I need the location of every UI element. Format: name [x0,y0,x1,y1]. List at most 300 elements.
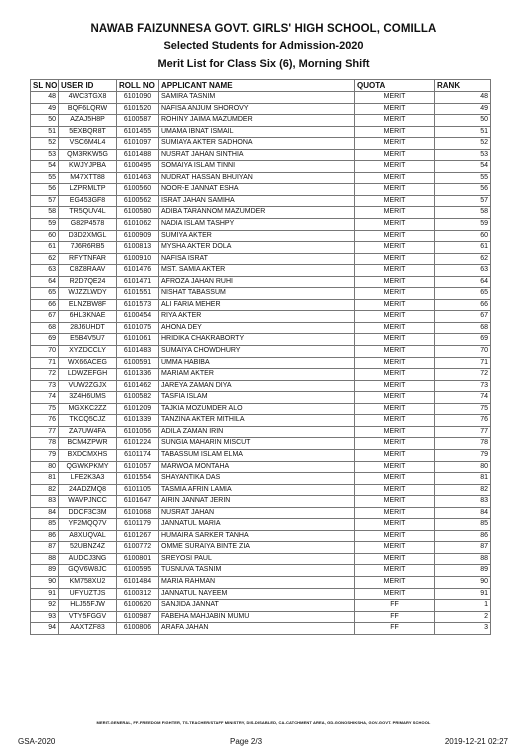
cell-name: MARWOA MONTAHA [159,461,355,473]
table-row [31,172,491,184]
cell-sl: 69 [31,334,59,346]
cell-roll: 6101075 [117,322,159,334]
cell-rank: 73 [435,380,491,392]
col-header-rank: RANK [435,80,491,92]
cell-user-id: QGWKPKMY [59,461,117,473]
cell-name: TASMIA AFRIN LAMIA [159,484,355,496]
cell-user-id: BQF6LQRW [59,103,117,115]
cell-quota: MERIT [355,149,435,161]
col-header-name: APPLICANT NAME [159,80,355,92]
cell-sl: 54 [31,161,59,173]
table-row [31,576,491,588]
table-row [31,600,491,612]
cell-sl: 56 [31,184,59,196]
cell-name: NOOR-E JANNAT ESHA [159,184,355,196]
cell-name: FABEHA MAHJABIN MUMU [159,611,355,623]
cell-sl: 93 [31,611,59,623]
cell-quota: MERIT [355,576,435,588]
cell-user-id: 3Z4H6UMS [59,392,117,404]
table-row [31,219,491,231]
cell-roll: 6101097 [117,138,159,150]
cell-sl: 66 [31,299,59,311]
cell-name: ADILA ZAMAN IRIN [159,426,355,438]
cell-roll: 6101573 [117,299,159,311]
table-row [31,542,491,554]
cell-user-id: WAVPJNCC [59,496,117,508]
cell-rank: 89 [435,565,491,577]
cell-roll: 6101179 [117,519,159,531]
cell-sl: 59 [31,219,59,231]
cell-sl: 87 [31,542,59,554]
cell-quota: MERIT [355,288,435,300]
cell-rank: 65 [435,288,491,300]
cell-name: MYSHA AKTER DOLA [159,242,355,254]
table-row [31,334,491,346]
cell-quota: MERIT [355,299,435,311]
table-row [31,253,491,265]
cell-quota: MERIT [355,357,435,369]
cell-rank: 79 [435,449,491,461]
table-row [31,265,491,277]
cell-rank: 70 [435,346,491,358]
cell-user-id: 4WC3TGX8 [59,92,117,104]
cell-sl: 90 [31,576,59,588]
cell-user-id: 52UBNZ4Z [59,542,117,554]
cell-rank: 88 [435,553,491,565]
cell-user-id: BXDCMXHS [59,449,117,461]
cell-user-id: EG453GF8 [59,195,117,207]
cell-roll: 6100910 [117,253,159,265]
cell-quota: FF [355,600,435,612]
cell-user-id: LZPRMLTP [59,184,117,196]
cell-name: SUNGIA MAHARIN MISCUT [159,438,355,450]
cell-user-id: A8XUQVAL [59,530,117,542]
cell-user-id: WX66ACEG [59,357,117,369]
cell-rank: 59 [435,219,491,231]
cell-rank: 55 [435,172,491,184]
cell-name: SHAYANTIKA DAS [159,473,355,485]
cell-name: SUMIAYA AKTER SADHONA [159,138,355,150]
cell-name: MARIAM AKTER [159,369,355,381]
cell-roll: 6101483 [117,346,159,358]
cell-sl: 75 [31,403,59,415]
cell-name: NAFISA ANJUM SHOROVY [159,103,355,115]
table-row [31,346,491,358]
cell-rank: 1 [435,600,491,612]
cell-rank: 85 [435,519,491,531]
cell-rank: 67 [435,311,491,323]
cell-quota: MERIT [355,161,435,173]
cell-quota: MERIT [355,230,435,242]
cell-quota: MERIT [355,207,435,219]
table-row [31,496,491,508]
cell-roll: 6100987 [117,611,159,623]
cell-name: JANNATUL MARIA [159,519,355,531]
cell-user-id: BCM4ZPWR [59,438,117,450]
table-row [31,230,491,242]
cell-roll: 6101062 [117,219,159,231]
cell-roll: 6100595 [117,565,159,577]
cell-sl: 68 [31,322,59,334]
cell-roll: 6100454 [117,311,159,323]
table-row [31,138,491,150]
table-row [31,126,491,138]
cell-user-id: 6HL3KNAE [59,311,117,323]
cell-roll: 6101471 [117,276,159,288]
table-row [31,588,491,600]
cell-rank: 48 [435,92,491,104]
table-row [31,403,491,415]
cell-rank: 82 [435,484,491,496]
cell-name: HRIDIKA CHAKRABORTY [159,334,355,346]
cell-user-id: WJZZLWDY [59,288,117,300]
cell-sl: 58 [31,207,59,219]
col-header-sl: SL NO [31,80,59,92]
table-row [31,311,491,323]
cell-rank: 84 [435,507,491,519]
cell-user-id: ZA7UW4FA [59,426,117,438]
cell-sl: 73 [31,380,59,392]
cell-rank: 75 [435,403,491,415]
cell-quota: MERIT [355,172,435,184]
cell-roll: 6101209 [117,403,159,415]
cell-name: AFROZA JAHAN RUHI [159,276,355,288]
cell-sl: 74 [31,392,59,404]
cell-user-id: R2D7QE24 [59,276,117,288]
cell-name: TASFIA ISLAM [159,392,355,404]
cell-name: NUSRAT JAHAN SINTHIA [159,149,355,161]
table-row [31,449,491,461]
cell-name: RIYA AKTER [159,311,355,323]
cell-roll: 6101488 [117,149,159,161]
cell-roll: 6101520 [117,103,159,115]
quota-legend: MERIT-GENERAL, FF-FREEDOM FIGHTER, TS-TEACHER/STAFF MINISTRY, DIS-DISABLED, CA-CATCHMENT AREA, GD-GONOSHIKSHA, GOV-GOVT. PRIMARY SCHOOL [96,720,431,725]
cell-name: SUMIYA AKTER [159,230,355,242]
cell-quota: MERIT [355,496,435,508]
table-row [31,299,491,311]
page-number: Page 2/3 [230,737,263,746]
cell-quota: MERIT [355,138,435,150]
cell-quota: MERIT [355,265,435,277]
cell-sl: 88 [31,553,59,565]
cell-rank: 66 [435,299,491,311]
footer-gsa: GSA-2020 [18,737,56,746]
cell-sl: 91 [31,588,59,600]
cell-sl: 78 [31,438,59,450]
cell-rank: 77 [435,426,491,438]
cell-quota: MERIT [355,92,435,104]
cell-sl: 53 [31,149,59,161]
merit-table [30,79,491,635]
cell-roll: 6100495 [117,161,159,173]
cell-roll: 6100620 [117,600,159,612]
cell-sl: 92 [31,600,59,612]
cell-user-id: ELNZBW8F [59,299,117,311]
cell-name: HUMAIRA SARKER TANHA [159,530,355,542]
cell-roll: 6101455 [117,126,159,138]
cell-user-id: YF2MQQ7V [59,519,117,531]
cell-name: SREYOSI PAUL [159,553,355,565]
table-row [31,611,491,623]
cell-sl: 48 [31,92,59,104]
cell-sl: 52 [31,138,59,150]
cell-sl: 57 [31,195,59,207]
cell-rank: 63 [435,265,491,277]
cell-roll: 6101484 [117,576,159,588]
cell-sl: 85 [31,519,59,531]
cell-rank: 64 [435,276,491,288]
table-row [31,276,491,288]
cell-sl: 84 [31,507,59,519]
cell-sl: 63 [31,265,59,277]
col-header-quota: QUOTA [355,80,435,92]
cell-quota: FF [355,623,435,635]
cell-roll: 6101336 [117,369,159,381]
cell-name: OMME SURAIYA BINTE ZIA [159,542,355,554]
cell-quota: MERIT [355,253,435,265]
cell-quota: MERIT [355,449,435,461]
admission-subtitle: Selected Students for Admission-2020 [163,40,364,52]
cell-name: ROHINY JAIMA MAZUMDER [159,115,355,127]
cell-user-id: TKCQ5CJZ [59,415,117,427]
table-row [31,322,491,334]
school-name: NAWAB FAIZUNNESA GOVT. GIRLS' HIGH SCHOOL, COMILLA [90,23,437,35]
table-row [31,92,491,104]
cell-quota: MERIT [355,346,435,358]
table-row [31,161,491,173]
cell-user-id: 5EXBQR8T [59,126,117,138]
cell-quota: MERIT [355,461,435,473]
cell-rank: 54 [435,161,491,173]
cell-user-id: M47XTT88 [59,172,117,184]
table-row [31,357,491,369]
table-row [31,507,491,519]
cell-sl: 81 [31,473,59,485]
cell-rank: 83 [435,496,491,508]
col-header-user-id: USER ID [59,80,117,92]
cell-user-id: LDWZEFGH [59,369,117,381]
table-row [31,103,491,115]
cell-quota: MERIT [355,565,435,577]
table-row [31,207,491,219]
cell-sl: 50 [31,115,59,127]
cell-quota: MERIT [355,115,435,127]
cell-sl: 77 [31,426,59,438]
cell-quota: MERIT [355,553,435,565]
table-row [31,461,491,473]
cell-rank: 51 [435,126,491,138]
cell-quota: MERIT [355,311,435,323]
cell-sl: 82 [31,484,59,496]
cell-name: TANZINA AKTER MITHILA [159,415,355,427]
cell-name: JAREYA ZAMAN DIYA [159,380,355,392]
cell-rank: 49 [435,103,491,115]
cell-rank: 80 [435,461,491,473]
cell-sl: 62 [31,253,59,265]
cell-user-id: HLJ55FJW [59,600,117,612]
cell-roll: 6101174 [117,449,159,461]
cell-roll: 6101647 [117,496,159,508]
cell-user-id: 7J6R6RB5 [59,242,117,254]
cell-quota: MERIT [355,588,435,600]
table-row [31,438,491,450]
cell-rank: 62 [435,253,491,265]
cell-sl: 51 [31,126,59,138]
cell-roll: 6100562 [117,195,159,207]
cell-roll: 6100560 [117,184,159,196]
cell-quota: FF [355,611,435,623]
cell-user-id: E5B4V5U7 [59,334,117,346]
cell-rank: 50 [435,115,491,127]
cell-name: AIRIN JANNAT JERIN [159,496,355,508]
cell-quota: MERIT [355,184,435,196]
cell-user-id: AAXTZF83 [59,623,117,635]
cell-sl: 61 [31,242,59,254]
cell-roll: 6101057 [117,461,159,473]
cell-user-id: 24ADZMQ8 [59,484,117,496]
cell-roll: 6101476 [117,265,159,277]
cell-user-id: LFE2K3A3 [59,473,117,485]
cell-rank: 78 [435,438,491,450]
cell-sl: 60 [31,230,59,242]
cell-sl: 83 [31,496,59,508]
cell-roll: 6101339 [117,415,159,427]
cell-quota: MERIT [355,542,435,554]
cell-user-id: KM758XU2 [59,576,117,588]
cell-name: SOMAIYA ISLAM TINNI [159,161,355,173]
cell-rank: 91 [435,588,491,600]
cell-sl: 86 [31,530,59,542]
table-row [31,519,491,531]
table-row [31,149,491,161]
cell-user-id: UFYUZTJS [59,588,117,600]
cell-name: NUDRAT HASSAN BHUIYAN [159,172,355,184]
cell-roll: 6100806 [117,623,159,635]
table-row [31,530,491,542]
cell-rank: 2 [435,611,491,623]
cell-user-id: VSC6M4L4 [59,138,117,150]
cell-roll: 6100582 [117,392,159,404]
cell-quota: MERIT [355,334,435,346]
cell-name: ISRAT JAHAN SAMIHA [159,195,355,207]
table-row [31,623,491,635]
cell-user-id: G82P4578 [59,219,117,231]
cell-rank: 57 [435,195,491,207]
cell-quota: MERIT [355,322,435,334]
cell-sl: 65 [31,288,59,300]
cell-quota: MERIT [355,219,435,231]
cell-name: SAMIRA TASNIM [159,92,355,104]
cell-quota: MERIT [355,392,435,404]
cell-user-id: C8Z8RAAV [59,265,117,277]
cell-user-id: 28J6UHDT [59,322,117,334]
table-header-row [31,80,491,92]
table-row [31,288,491,300]
cell-name: TAJKIA MOZUMDER ALO [159,403,355,415]
cell-user-id: XYZDCCLY [59,346,117,358]
cell-roll: 6100587 [117,115,159,127]
cell-name: MST. SAMIA AKTER [159,265,355,277]
cell-name: UMMA HABIBA [159,357,355,369]
cell-user-id: RFYTNFAR [59,253,117,265]
header [0,21,527,73]
cell-quota: MERIT [355,103,435,115]
table-row [31,115,491,127]
cell-rank: 3 [435,623,491,635]
cell-rank: 61 [435,242,491,254]
cell-roll: 6100813 [117,242,159,254]
cell-roll: 6101061 [117,334,159,346]
cell-quota: MERIT [355,484,435,496]
cell-quota: MERIT [355,473,435,485]
cell-user-id: QM3RKW5G [59,149,117,161]
cell-roll: 6101224 [117,438,159,450]
cell-roll: 6101551 [117,288,159,300]
cell-sl: 79 [31,449,59,461]
cell-quota: MERIT [355,426,435,438]
table-row [31,242,491,254]
table-row [31,195,491,207]
cell-roll: 6101105 [117,484,159,496]
cell-user-id: TR5QUV4L [59,207,117,219]
cell-user-id: DDCF3C3M [59,507,117,519]
cell-roll: 6100909 [117,230,159,242]
cell-sl: 55 [31,172,59,184]
cell-roll: 6100312 [117,588,159,600]
table-body [31,92,491,635]
table-row [31,380,491,392]
cell-user-id: GQV6W8JC [59,565,117,577]
cell-quota: MERIT [355,126,435,138]
cell-user-id: KWJYJPBA [59,161,117,173]
cell-rank: 58 [435,207,491,219]
cell-roll: 6100580 [117,207,159,219]
cell-name: TABASSUM ISLAM ELMA [159,449,355,461]
cell-sl: 89 [31,565,59,577]
merit-list-title: Merit List for Class Six (6), Morning Shift [157,58,370,70]
cell-user-id: MGXKC2ZZ [59,403,117,415]
cell-roll: 6101462 [117,380,159,392]
cell-sl: 72 [31,369,59,381]
cell-quota: MERIT [355,438,435,450]
cell-rank: 68 [435,322,491,334]
cell-rank: 56 [435,184,491,196]
table-row [31,426,491,438]
cell-sl: 80 [31,461,59,473]
cell-rank: 60 [435,230,491,242]
table-row [31,473,491,485]
cell-rank: 69 [435,334,491,346]
table-row [31,484,491,496]
cell-name: NUSRAT JAHAN [159,507,355,519]
cell-roll: 6100772 [117,542,159,554]
cell-sl: 70 [31,346,59,358]
cell-sl: 64 [31,276,59,288]
cell-rank: 90 [435,576,491,588]
cell-rank: 87 [435,542,491,554]
cell-roll: 6101267 [117,530,159,542]
cell-rank: 71 [435,357,491,369]
cell-roll: 6101056 [117,426,159,438]
cell-user-id: AUDCJ3NG [59,553,117,565]
cell-name: SUMAIYA CHOWDHURY [159,346,355,358]
cell-roll: 6101463 [117,172,159,184]
cell-roll: 6101554 [117,473,159,485]
cell-rank: 74 [435,392,491,404]
cell-quota: MERIT [355,242,435,254]
cell-name: TUSNUVA TASNIM [159,565,355,577]
cell-name: ARAFA JAHAN [159,623,355,635]
